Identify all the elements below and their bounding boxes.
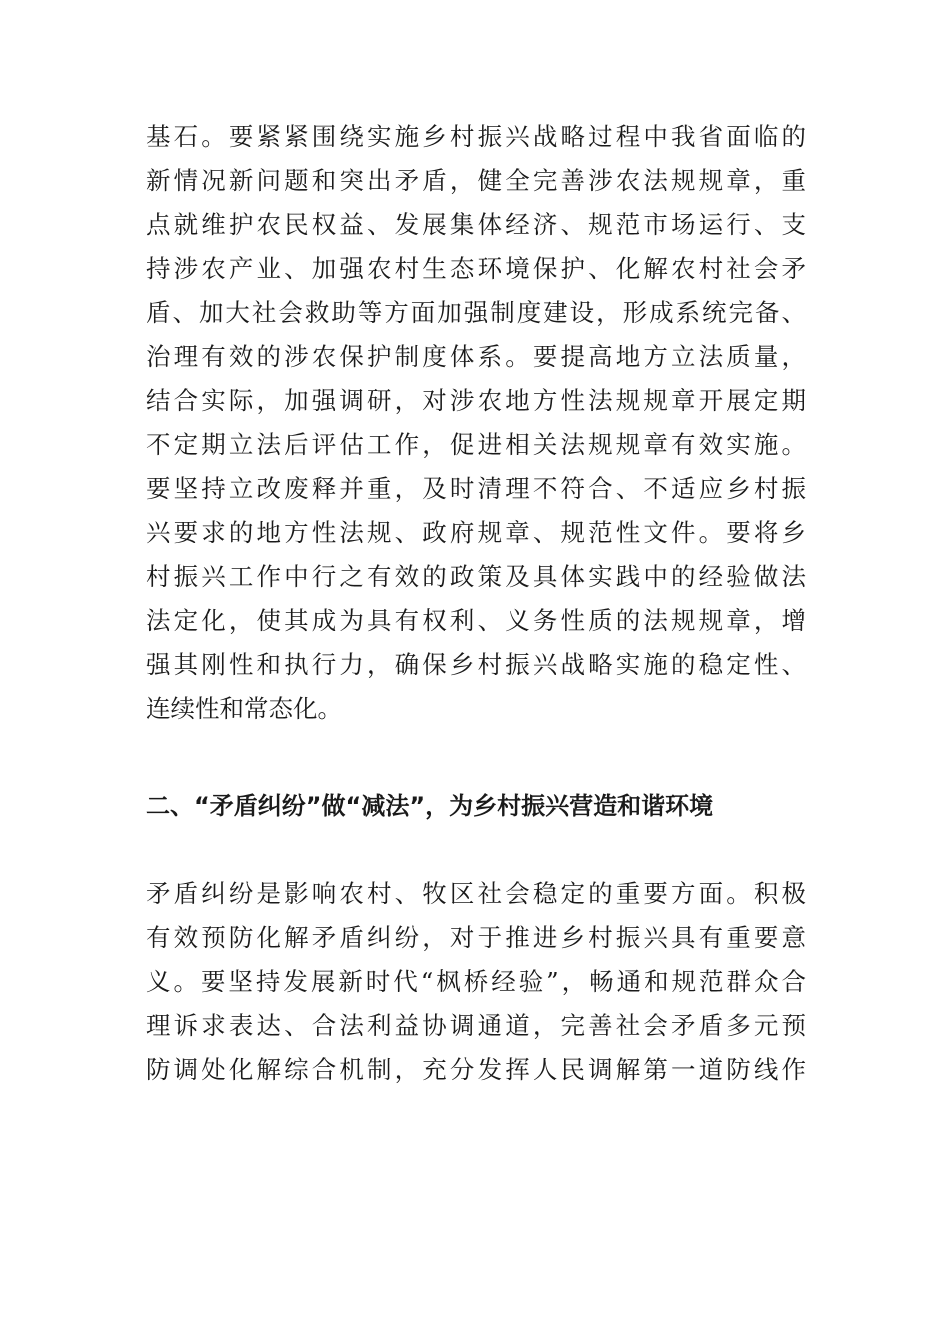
paragraph-2-line: 矛盾纠纷是影响农村、牧区社会稳定的重要方面。积极 xyxy=(146,879,806,908)
paragraph-1-line: 点就维护农民权益、发展集体经济、规范市场运行、支 xyxy=(146,210,806,239)
paragraph-1-line: 强其刚性和执行力，确保乡村振兴战略实施的稳定性、 xyxy=(146,650,806,679)
paragraph-1-line: 连续性和常态化。 xyxy=(146,694,342,723)
paragraph-1-line: 法定化，使其成为具有权利、义务性质的法规规章，增 xyxy=(146,606,806,635)
paragraph-1-line: 盾、加大社会救助等方面加强制度建设，形成系统完备、 xyxy=(146,298,806,327)
paragraph-2-line: 防调处化解综合机制，充分发挥人民调解第一道防线作 xyxy=(146,1055,806,1084)
paragraph-1-line: 村振兴工作中行之有效的政策及具体实践中的经验做法 xyxy=(146,562,806,591)
paragraph-1-line: 持涉农产业、加强农村生态环境保护、化解农村社会矛 xyxy=(146,254,806,283)
paragraph-1-line: 兴要求的地方性法规、政府规章、规范性文件。要将乡 xyxy=(146,518,806,547)
paragraph-1-line: 要坚持立改废释并重，及时清理不符合、不适应乡村振 xyxy=(146,474,806,503)
paragraph-1-line: 基石。要紧紧围绕实施乡村振兴战略过程中我省面临的 xyxy=(146,122,806,151)
section-heading: 二、“矛盾纠纷”做“减法”，为乡村振兴营造和谐环境 xyxy=(146,792,714,820)
paragraph-2-line: 义。要坚持发展新时代“枫桥经验”，畅通和规范群众合 xyxy=(146,967,806,996)
paragraph-2-line: 有效预防化解矛盾纠纷，对于推进乡村振兴具有重要意 xyxy=(146,923,806,952)
paragraph-2-line: 理诉求表达、合法利益协调通道，完善社会矛盾多元预 xyxy=(146,1011,806,1040)
paragraph-1-line: 治理有效的涉农保护制度体系。要提高地方立法质量， xyxy=(146,342,806,371)
paragraph-1-line: 不定期立法后评估工作，促进相关法规规章有效实施。 xyxy=(146,430,806,459)
paragraph-1-line: 新情况新问题和突出矛盾，健全完善涉农法规规章，重 xyxy=(146,166,806,195)
paragraph-1-line: 结合实际，加强调研，对涉农地方性法规规章开展定期 xyxy=(146,386,806,415)
